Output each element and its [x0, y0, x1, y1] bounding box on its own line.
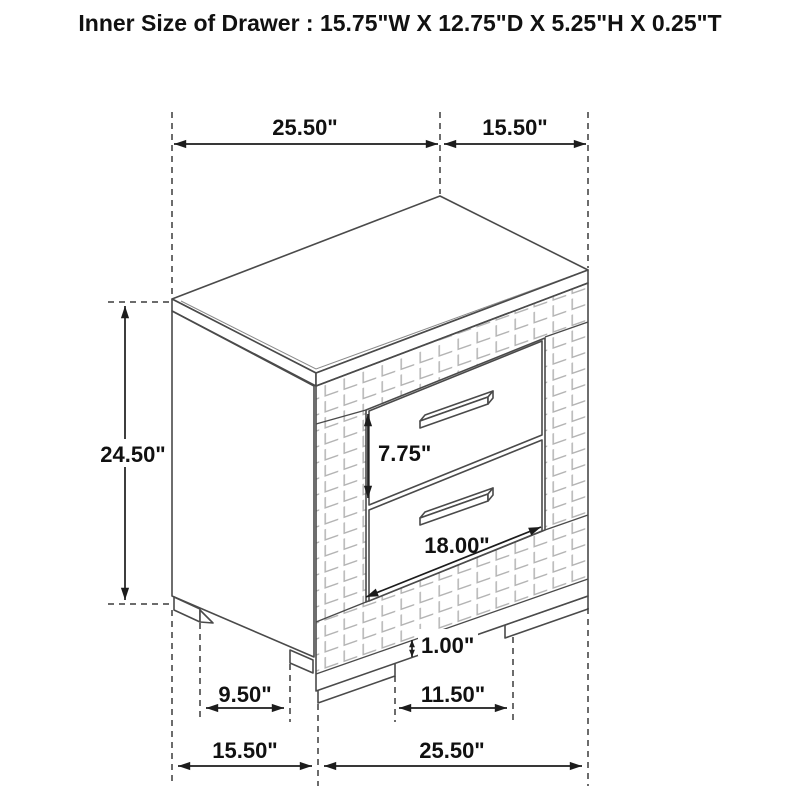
label-front-leg-span: 11.50" — [420, 682, 486, 707]
label-top-depth: 15.50" — [482, 115, 548, 140]
label-base-height: 1.00" — [421, 633, 475, 658]
label-side-leg-span: 9.50" — [218, 682, 272, 707]
label-overall-height: 24.50" — [100, 442, 166, 467]
label-bottom-width: 25.50" — [419, 738, 485, 763]
diagram-title: Inner Size of Drawer : 15.75"W X 12.75"D X 5.25"H X 0.25"T — [78, 10, 722, 36]
label-drawer-width: 18.00" — [424, 533, 490, 558]
label-top-width: 25.50" — [272, 115, 338, 140]
label-drawer-height: 7.75" — [378, 441, 432, 466]
label-bottom-depth: 15.50" — [212, 738, 278, 763]
